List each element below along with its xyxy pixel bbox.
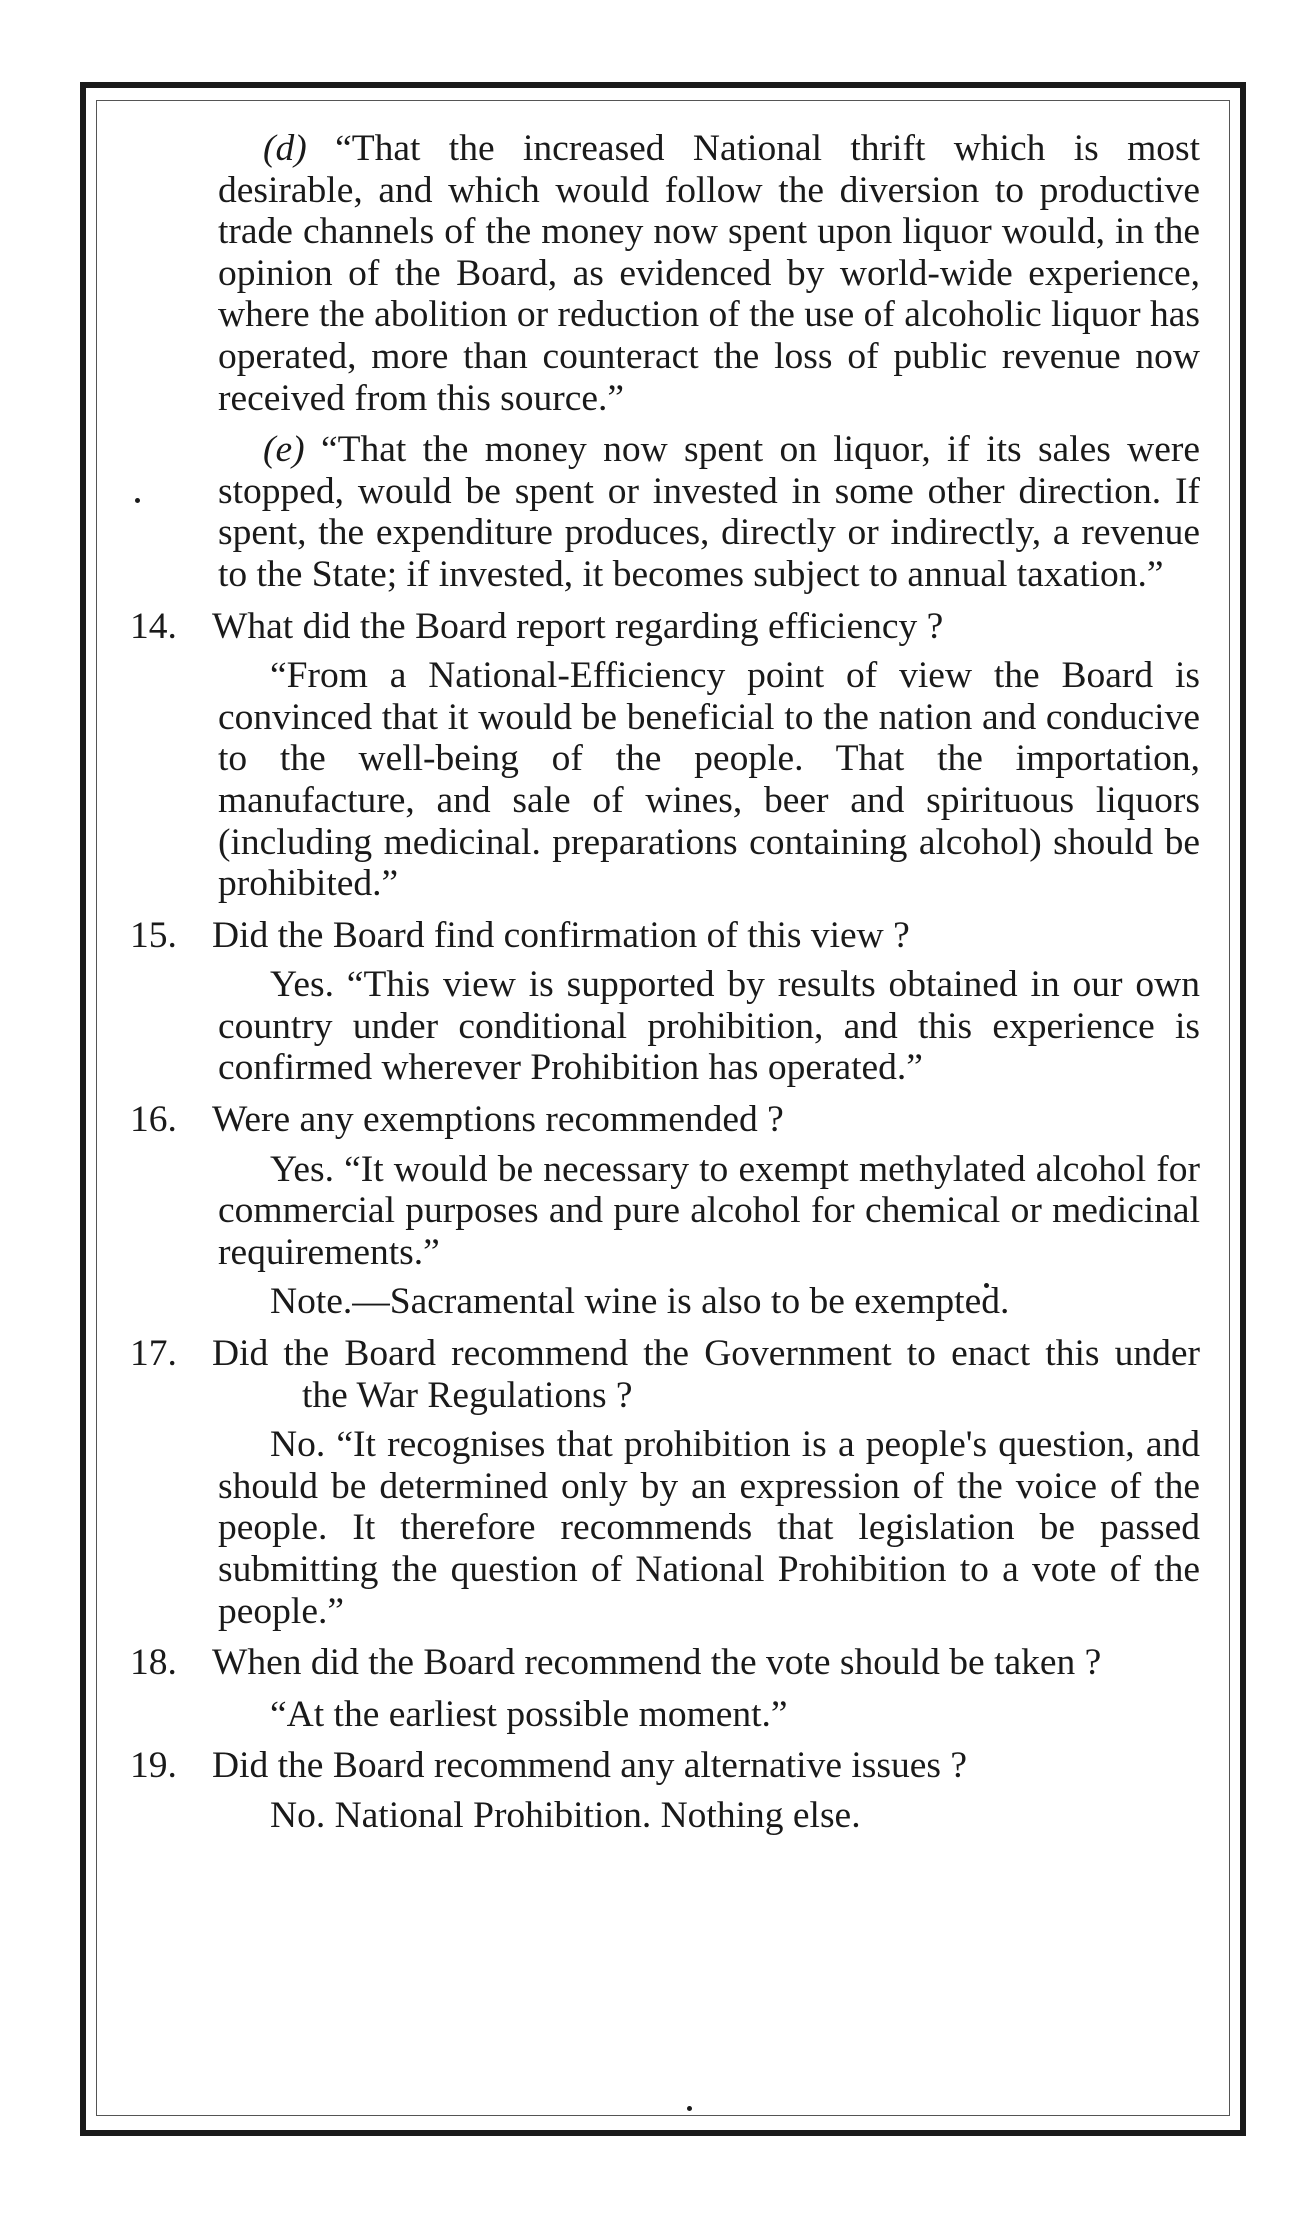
answer-14: “From a National-Efficiency point of view the Board is convinced that it would be beneficial to the nation and conducive to the well-being of the people. That the importation, manufacture, and sale of wines, beer and spirituous liquors (including medicinal. preparations containing alcohol) should be prohibited.” <box>218 655 1200 905</box>
question-number: 16. <box>130 1099 177 1141</box>
question-15 <box>130 915 1200 957</box>
question-number: 17. <box>130 1333 177 1375</box>
document-page <box>130 128 1200 1837</box>
answer-19: No. National Prohibition. Nothing else. <box>270 1794 861 1836</box>
speck <box>687 2106 692 2111</box>
answer-15: Yes. “This view is supported by results obtained in our own country under conditional prohibition, and this experience is confirmed wherever Prohibition has operated.” <box>218 964 1200 1089</box>
paragraph-e-text: “That the money now spent on liquor, if its sales were stopped, would be spent or invested in some other direction. If spent, the expenditure produces, directly or indirectly, a revenue to the State; if invested, it becomes subject to annual taxation.” <box>218 429 1201 595</box>
question-14 <box>130 606 1200 648</box>
question-text: What did the Board report regarding efficiency ? <box>212 605 944 647</box>
question-number: 15. <box>130 914 177 956</box>
question-16 <box>130 1099 1200 1141</box>
question-text: Did the Board recommend the Government to enact this under the War Regulations ? <box>212 1333 1200 1416</box>
question-text: Were any exemptions recommended ? <box>212 1099 784 1141</box>
answer-18: “At the earliest possible moment.” <box>270 1693 788 1735</box>
question-17 <box>130 1333 1200 1416</box>
answer-17: No. “It recognises that prohibition is a people's question, and should be determined only by an expression of the voice of the people. It therefore recommends that legislation be passed submitting the question of National Prohibition to a vote of the people.” <box>218 1424 1200 1632</box>
answer-16: Yes. “It would be necessary to exempt methylated alcohol for commercial purposes and pure alcohol for chemical or medicinal requirements.” <box>218 1148 1200 1273</box>
note-16: Note.—Sacramental wine is also to be exempted. <box>270 1281 1010 1323</box>
question-18 <box>130 1642 1200 1684</box>
question-number: 14. <box>130 605 177 647</box>
question-text: When did the Board recommend the vote should be taken ? <box>212 1642 1102 1684</box>
paragraph-e-label: (e) <box>263 429 305 471</box>
paragraph-d-label: (d) <box>263 128 307 169</box>
question-text: Did the Board find confirmation of this view ? <box>212 914 910 956</box>
question-text: Did the Board recommend any alternative issues ? <box>212 1745 967 1787</box>
paragraph-d-text: “That the increased National thrift which is most desirable, and which would follow the diversion to productive trade channels of the money now spent upon liquor would, in the opinion of the Board, as evidenced by world-wide experience, where the abolition or reduction of the use of alcoholic liquor has operated, more than counteract the loss of public revenue now received from this source.” <box>218 128 1201 419</box>
paragraph-d <box>130 128 1200 419</box>
question-number: 19. <box>130 1745 177 1787</box>
question-number: 18. <box>130 1642 177 1684</box>
paragraph-e <box>130 429 1200 595</box>
question-19 <box>130 1745 1200 1787</box>
